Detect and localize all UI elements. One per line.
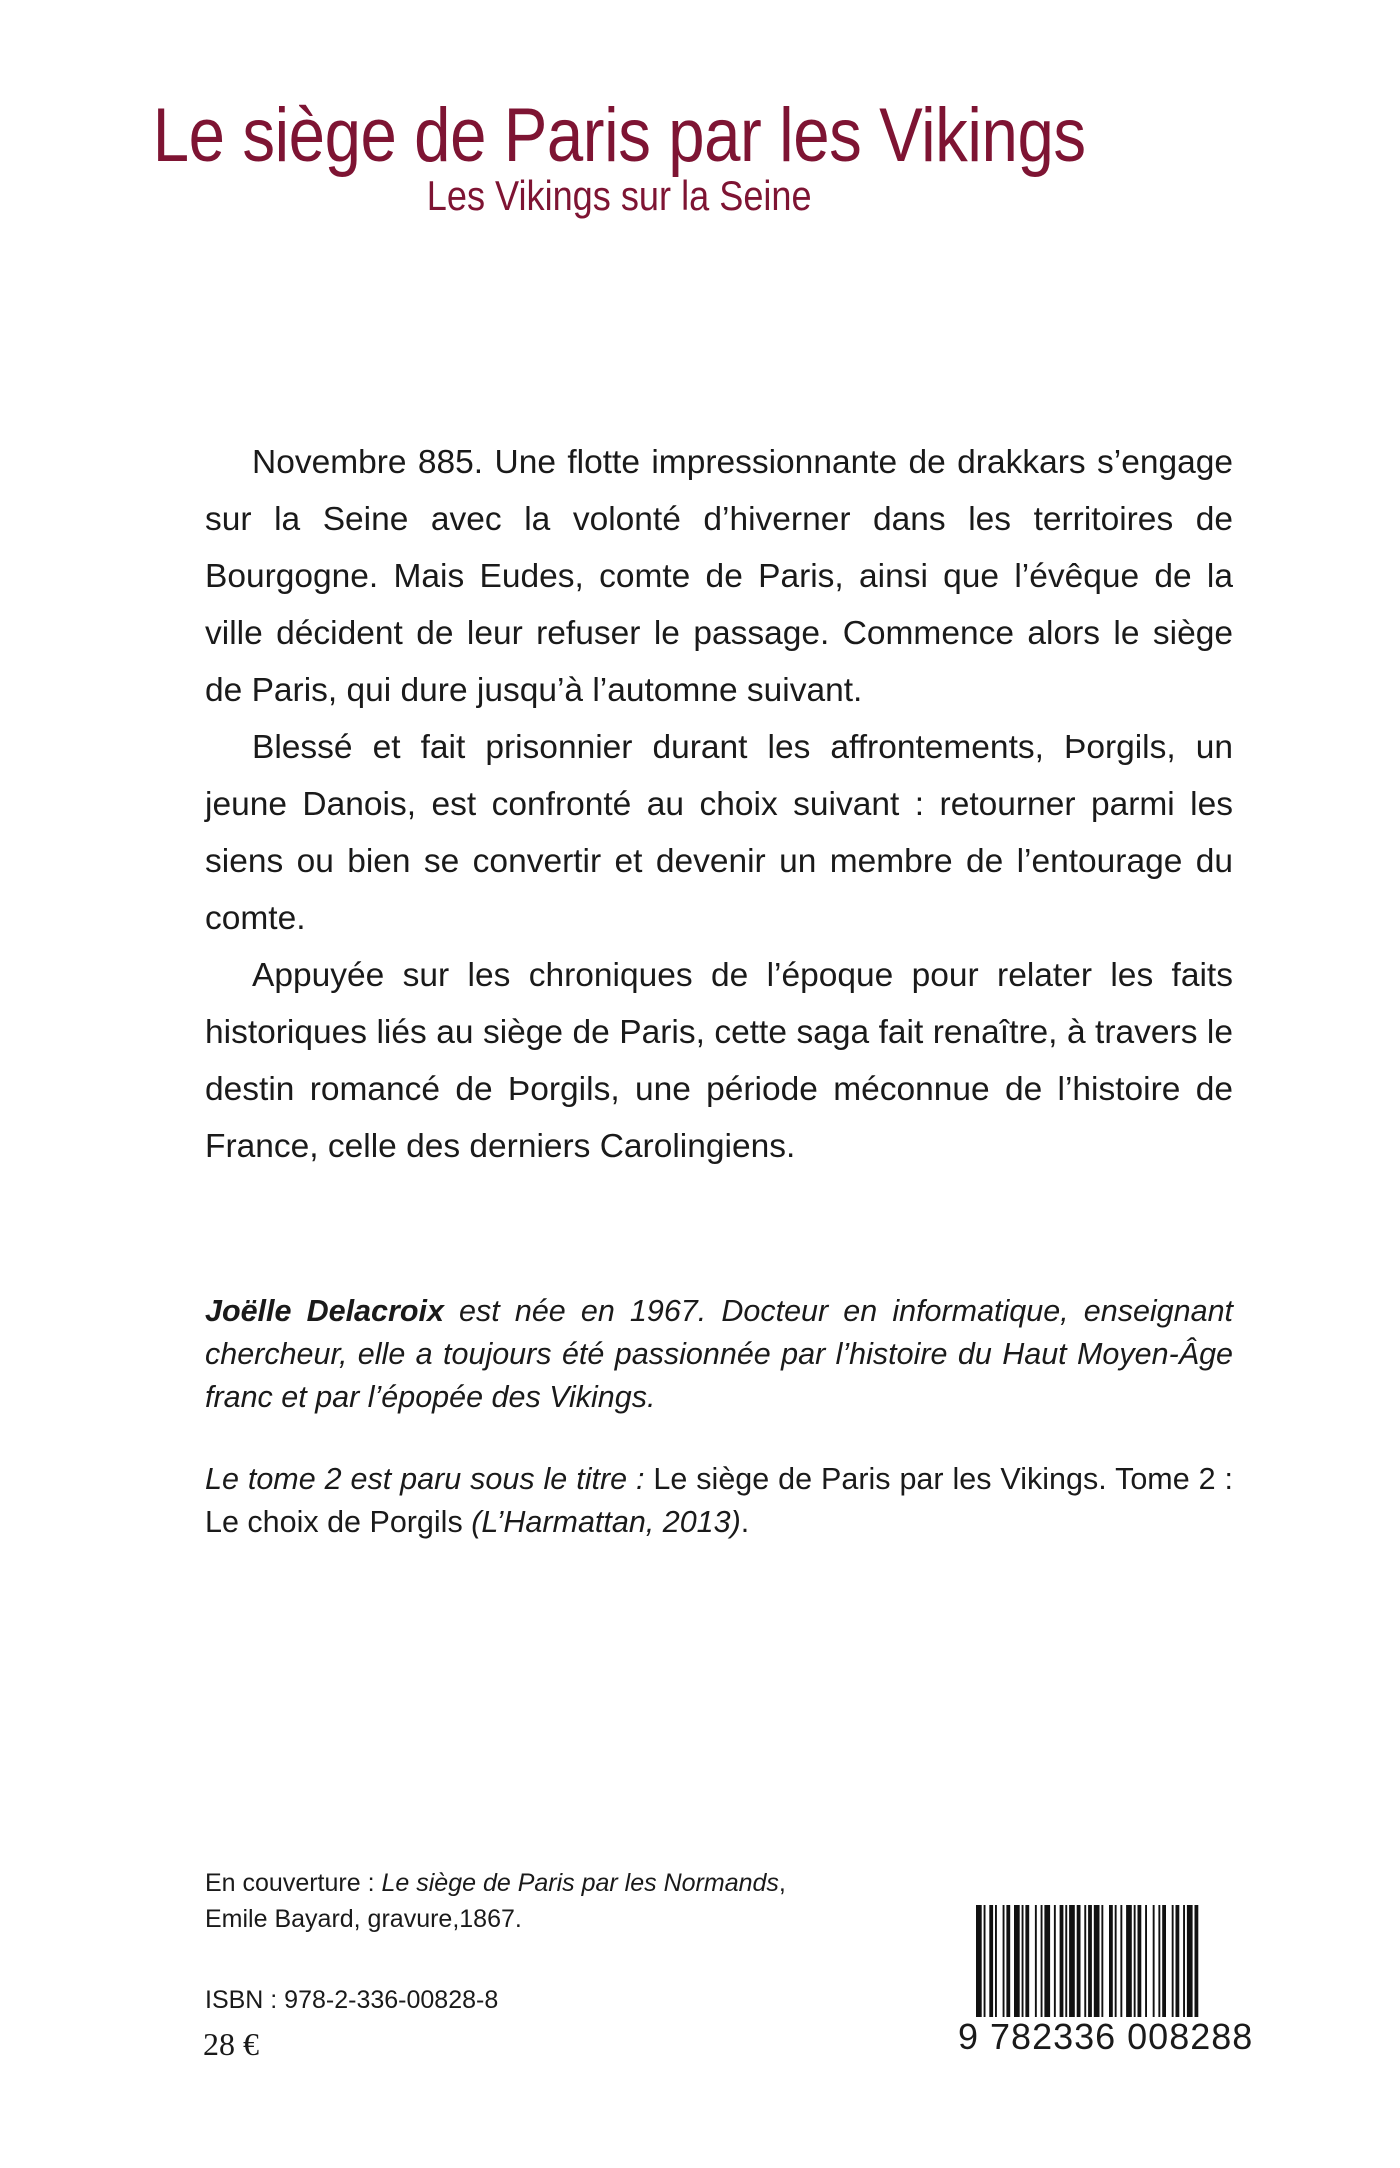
blurb-paragraph: Novembre 885. Une flotte impressionnante de drakkars s’engage sur la Seine avec la volonté d’hiverner dans les territoires de Bourgogne. Mais Eudes, comte de Paris, ainsi que l’évêque de la ville décident de leur refuser le passage. Commence alors le siège de Paris, qui dure jusqu’à l’automne suivant. [205, 444, 1233, 709]
barcode [958, 1905, 1254, 2057]
author-bio [205, 1290, 1233, 1419]
book-title: Le siège de Paris par les Vikings [152, 93, 1086, 178]
barcode-bar [1176, 1905, 1180, 2025]
barcode-bar [989, 1905, 993, 2025]
tome-title: Le siège de Paris par les Vikings. Tome 2 : Le choix de Porgils [205, 1462, 1233, 1539]
credit-work: Le siège de Paris par les Normands [381, 1869, 779, 1897]
blurb [205, 434, 1233, 1175]
tome-end: . [740, 1505, 750, 1539]
barcode-bar [1126, 1905, 1132, 2025]
credit-rest2: Emile Bayard, gravure,1867. [205, 1905, 522, 1933]
author-bio-text: est née en 1967. Docteur en informatique, enseignant chercheur, elle a toujours été passionnée par l’histoire du Haut Moyen-Âge franc et par l’épopée des Vikings. [205, 1294, 1234, 1414]
barcode-bar [1138, 1905, 1142, 2025]
barcode-bar [1134, 1905, 1136, 2025]
barcode-bars [958, 1905, 1228, 2025]
barcode-number: 9 782336 008288 [958, 2016, 1254, 2057]
barcode-bar [1153, 1905, 1155, 2025]
barcode-bar [1120, 1905, 1122, 2025]
barcode-bar [1115, 1905, 1117, 2025]
barcode-bar [1025, 1905, 1029, 2025]
barcode-bar [1183, 1905, 1185, 2025]
barcode-bar [1187, 1905, 1193, 2025]
barcode-bar [1195, 1905, 1199, 2025]
price: 28 € [203, 2026, 259, 2062]
barcode-bar [1006, 1905, 1010, 2025]
cover-credit [205, 1865, 965, 1937]
barcode-bar [1022, 1905, 1024, 2025]
barcode-bar [1145, 1905, 1147, 2025]
barcode-bar [1158, 1905, 1160, 2025]
barcode-bar [1109, 1905, 1113, 2025]
barcode-bar [1077, 1905, 1081, 2025]
barcode-bar [995, 1905, 997, 2025]
barcode-bar [1084, 1905, 1086, 2025]
tome-note [205, 1458, 1233, 1544]
blurb-paragraph: Blessé et fait prisonnier durant les affrontements, Þorgils, un jeune Danois, est confronté au choix suivant : retourner parmi les siens ou bien se convertir et devenir un membre de l’entourage du comte. [205, 729, 1233, 937]
tome-intro: Le tome 2 est paru sous le titre : [205, 1462, 645, 1496]
barcode-bar [1088, 1905, 1092, 2025]
barcode-bar [1041, 1905, 1043, 2025]
barcode-bar [1014, 1905, 1020, 2025]
barcode-bar [984, 1905, 986, 2025]
barcode-bar [1162, 1905, 1166, 2025]
barcode-bar [1101, 1905, 1103, 2025]
blurb-paragraph: Appuyée sur les chroniques de l’époque pour relater les faits historiques liés au siège de Paris, cette saga fait renaître, à travers le destin romancé de Þorgils, une période méconnue de l’histoire de France, celle des derniers Carolingiens. [205, 957, 1233, 1165]
credit-label: En couverture : [205, 1869, 382, 1897]
barcode-bar [1069, 1905, 1075, 2025]
barcode-bar [1044, 1905, 1050, 2025]
barcode-bar [1035, 1905, 1037, 2025]
credit-rest1: , [778, 1869, 786, 1897]
author-name: Joëlle Delacroix [205, 1294, 444, 1328]
barcode-bar [1172, 1905, 1174, 2025]
barcode-bar [1003, 1905, 1005, 2025]
barcode-bar [976, 1905, 982, 2025]
book-subtitle: Les Vikings sur la Seine [426, 172, 812, 219]
barcode-bar [1060, 1905, 1064, 2025]
barcode-bar [1094, 1905, 1100, 2025]
barcode-bar [1065, 1905, 1067, 2025]
barcode-bar [1054, 1905, 1056, 2025]
isbn: ISBN : 978-2-336-00828-8 [205, 1986, 499, 2014]
tome-publisher: (L’Harmattan, 2013) [471, 1505, 741, 1539]
